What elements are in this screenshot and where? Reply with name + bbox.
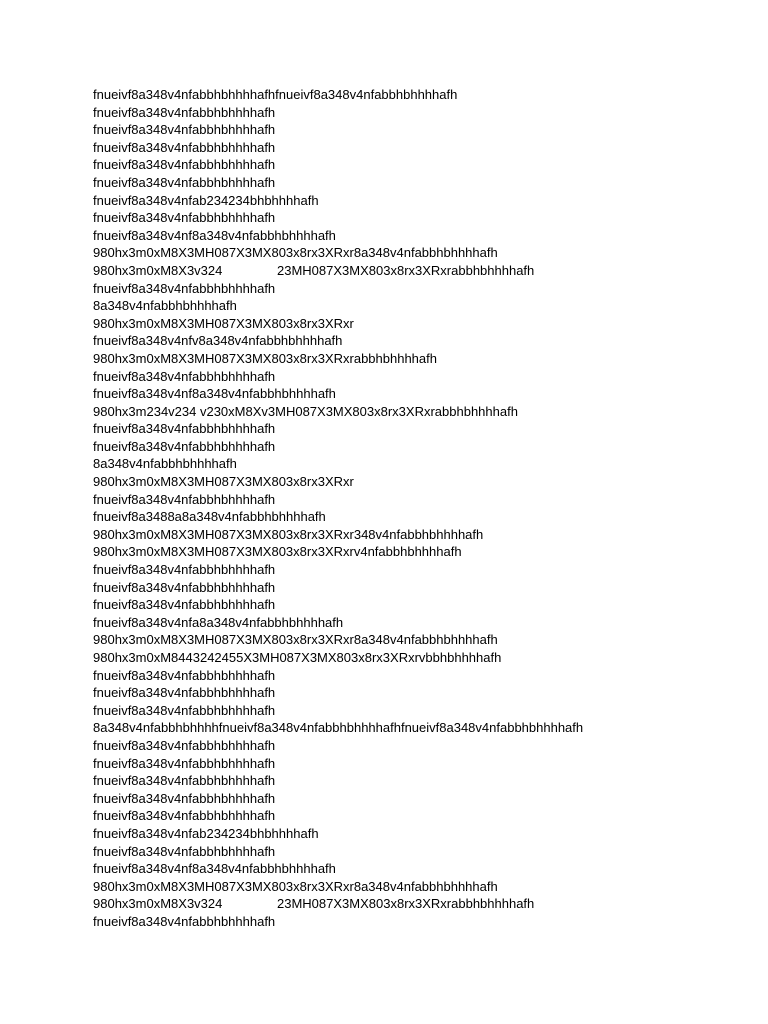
text-line: 8a348v4nfabbhbhhhhfnueivf8a348v4nfabbhbhhhhafhfnueivf8a348v4nfabbhbhhhhafh — [93, 720, 584, 736]
text-line: 980hx3m234v234 v230xM8Xv3MH087X3MX803x8rx3XRxrabbhbhhhhafh — [93, 403, 518, 419]
text-line: fnueivf8a348v4nfabbhbhhhhafh — [93, 139, 276, 155]
text-line: fnueivf8a348v4nfabbhbhhhhafh — [93, 562, 276, 578]
text-line: 980hx3m0xM8443242455X3MH087X3MX803x8rx3XRxrvbbhbhhhhafh — [93, 650, 502, 665]
text-line: fnueivf8a348v4nf8a348v4nfabbhbhhhhafh — [93, 227, 336, 243]
text-line: fnueivf8a348v4nfabbhbhhhhafh — [93, 737, 276, 753]
text-line-split — [93, 262, 583, 280]
text-line: fnueivf8a348v4nfabbhbhhhhafh — [93, 790, 276, 806]
text-line: fnueivf8a348v4nfabbhbhhhhafh — [93, 773, 276, 789]
text-line: 8a348v4nfabbhbhhhhafh — [93, 456, 237, 472]
text-line: fnueivf8a348v4nfabbhbhhhhafh — [93, 122, 276, 138]
text-line: fnueivf8a348v4nfabbhbhhhhafhfnueivf8a348v4nfabbhbhhhhafh — [93, 87, 458, 102]
text-line: fnueivf8a348v4nfabbhbhhhhafh — [93, 280, 276, 296]
text-line: 980hx3m0xM8X3MH087X3MX803x8rx3XRxr8a348v4nfabbhbhhhhafh — [93, 632, 498, 648]
text-line: fnueivf8a348v4nfabbhbhhhhafh — [93, 174, 276, 190]
document-body — [93, 86, 583, 931]
text-segment-left: 980hx3m0xM8X3v324 — [93, 896, 223, 912]
text-line: fnueivf8a3488a8a348v4nfabbhbhhhhafh — [93, 509, 326, 525]
text-line: 980hx3m0xM8X3MH087X3MX803x8rx3XRxr — [93, 315, 354, 331]
text-line: fnueivf8a348v4nf8a348v4nfabbhbhhhhafh — [93, 861, 336, 877]
text-line: fnueivf8a348v4nfabbhbhhhhafh — [93, 597, 276, 613]
text-line: fnueivf8a348v4nfabbhbhhhhafh — [93, 755, 276, 771]
text-line: fnueivf8a348v4nfabbhbhhhhafh — [93, 808, 276, 824]
text-line: fnueivf8a348v4nfabbhbhhhhafh — [93, 491, 276, 507]
text-line: fnueivf8a348v4nfv8a348v4nfabbhbhhhhafh — [93, 333, 343, 349]
text-line: fnueivf8a348v4nfabbhbhhhhafh — [93, 579, 276, 595]
text-line: fnueivf8a348v4nfab234234bhbhhhhafh — [93, 825, 319, 841]
text-line: fnueivf8a348v4nfabbhbhhhhafh — [93, 685, 276, 701]
text-line: fnueivf8a348v4nf8a348v4nfabbhbhhhhafh — [93, 386, 336, 402]
text-line: 980hx3m0xM8X3MH087X3MX803x8rx3XRxr8a348v4nfabbhbhhhhafh — [93, 878, 498, 894]
text-line: fnueivf8a348v4nfabbhbhhhhafh — [93, 368, 276, 384]
text-line: fnueivf8a348v4nfab234234bhbhhhhafh — [93, 192, 319, 208]
text-line-split — [93, 895, 583, 913]
text-line: 8a348v4nfabbhbhhhhafh — [93, 298, 237, 314]
text-line: fnueivf8a348v4nfabbhbhhhhafh — [93, 210, 276, 226]
text-line: 980hx3m0xM8X3MH087X3MX803x8rx3XRxr8a348v4nfabbhbhhhhafh — [93, 245, 498, 261]
text-line: fnueivf8a348v4nfabbhbhhhhafh — [93, 843, 276, 859]
text-line: fnueivf8a348v4nfabbhbhhhhafh — [93, 157, 276, 173]
text-line: 980hx3m0xM8X3MH087X3MX803x8rx3XRxrabbhbhhhhafh — [93, 350, 437, 366]
text-line: fnueivf8a348v4nfabbhbhhhhafh — [93, 104, 276, 120]
text-segment-right: 23MH087X3MX803x8rx3XRxrabbhbhhhhafh — [277, 262, 535, 278]
text-line: fnueivf8a348v4nfabbhbhhhhafh — [93, 702, 276, 718]
text-line: 980hx3m0xM8X3MH087X3MX803x8rx3XRxrv4nfabbhbhhhhafh — [93, 544, 462, 560]
text-line: 980hx3m0xM8X3MH087X3MX803x8rx3XRxr — [93, 474, 354, 490]
text-line: fnueivf8a348v4nfabbhbhhhhafh — [93, 913, 276, 929]
text-segment-left: 980hx3m0xM8X3v324 — [93, 262, 223, 278]
text-line: fnueivf8a348v4nfabbhbhhhhafh — [93, 438, 276, 454]
text-line: fnueivf8a348v4nfabbhbhhhhafh — [93, 421, 276, 437]
text-line: fnueivf8a348v4nfa8a348v4nfabbhbhhhhafh — [93, 614, 344, 630]
text-line: fnueivf8a348v4nfabbhbhhhhafh — [93, 667, 276, 683]
text-line: 980hx3m0xM8X3MH087X3MX803x8rx3XRxr348v4nfabbhbhhhhafh — [93, 526, 484, 542]
text-segment-right: 23MH087X3MX803x8rx3XRxrabbhbhhhhafh — [277, 896, 535, 912]
